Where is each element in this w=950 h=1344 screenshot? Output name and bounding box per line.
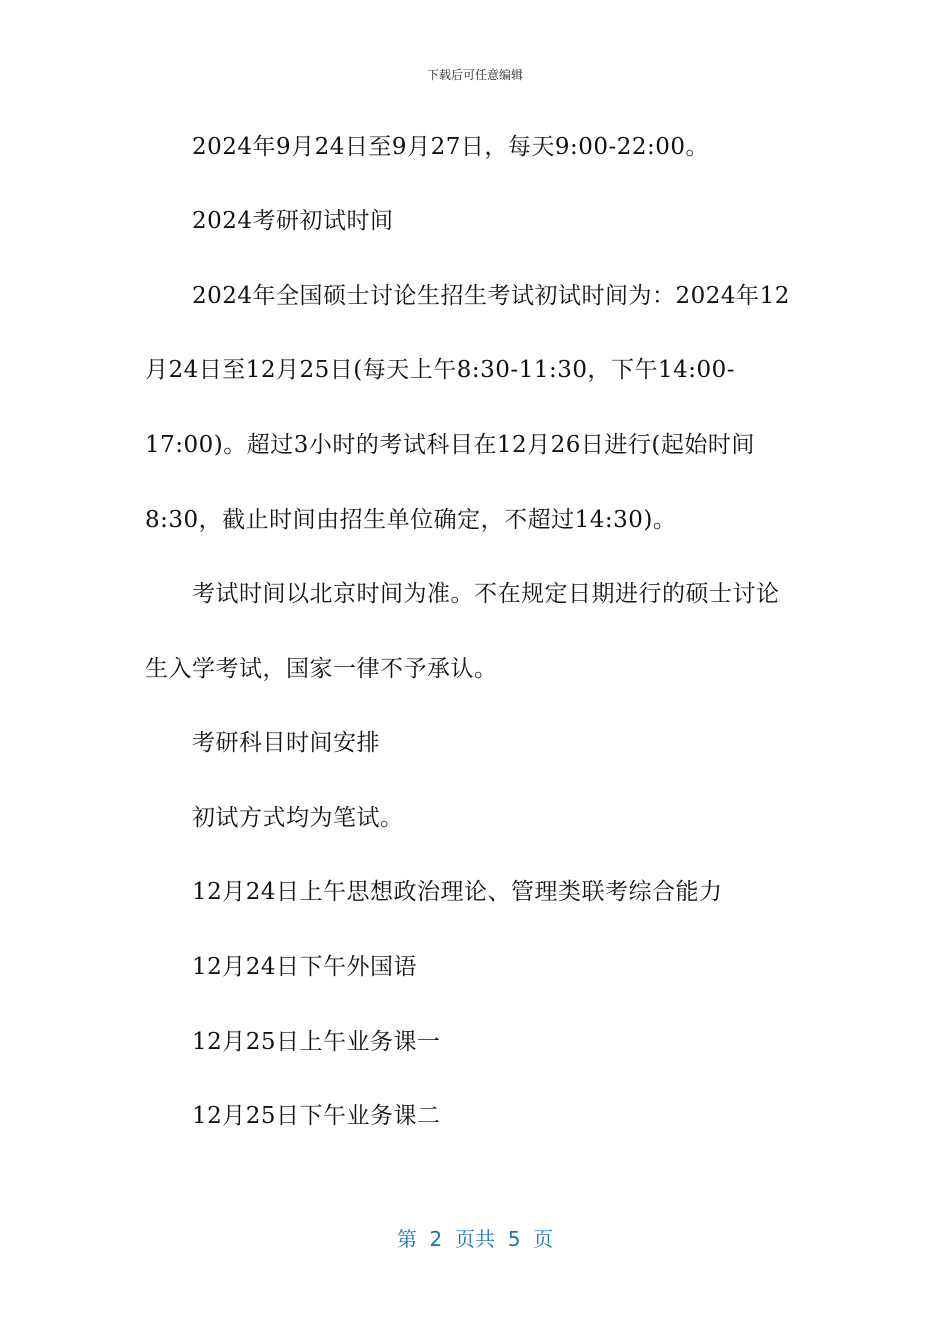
paragraph-line: 考试时间以北京时间为准。不在规定日期进行的硕士讨论 [192,581,780,607]
page-header: 下载后可任意编辑 [426,68,523,82]
schedule-item: 12月24日下午外国语 [192,954,418,980]
paragraph-line: 8:30，截止时间由招生单位确定，不超过14:30)。 [145,507,677,533]
paragraph-line: 17:00)。超过3小时的考试科目在12月26日进行(起始时间 [145,432,755,458]
schedule-item: 12月24日上午思想政治理论、管理类联考综合能力 [192,879,723,905]
paragraph-line: 月24日至12月25日(每天上午8:30-11:30，下午14:00- [145,357,736,383]
text-line: 2024年9月24日至9月27日，每天9:00-22:00。 [192,134,710,160]
paragraph-line: 生入学考试，国家一律不予承认。 [145,656,498,682]
paragraph-line: 2024年全国硕士讨论生招生考试初试时间为：2024年12 [192,283,790,309]
section-heading: 2024考研初试时间 [192,208,394,234]
page-number: 第 2 页共 5 页 [396,1227,554,1251]
schedule-item: 12月25日下午业务课二 [192,1103,441,1129]
section-heading: 考研科目时间安排 [192,730,380,756]
schedule-item: 12月25日上午业务课一 [192,1029,441,1055]
text-line: 初试方式均为笔试。 [192,805,404,831]
